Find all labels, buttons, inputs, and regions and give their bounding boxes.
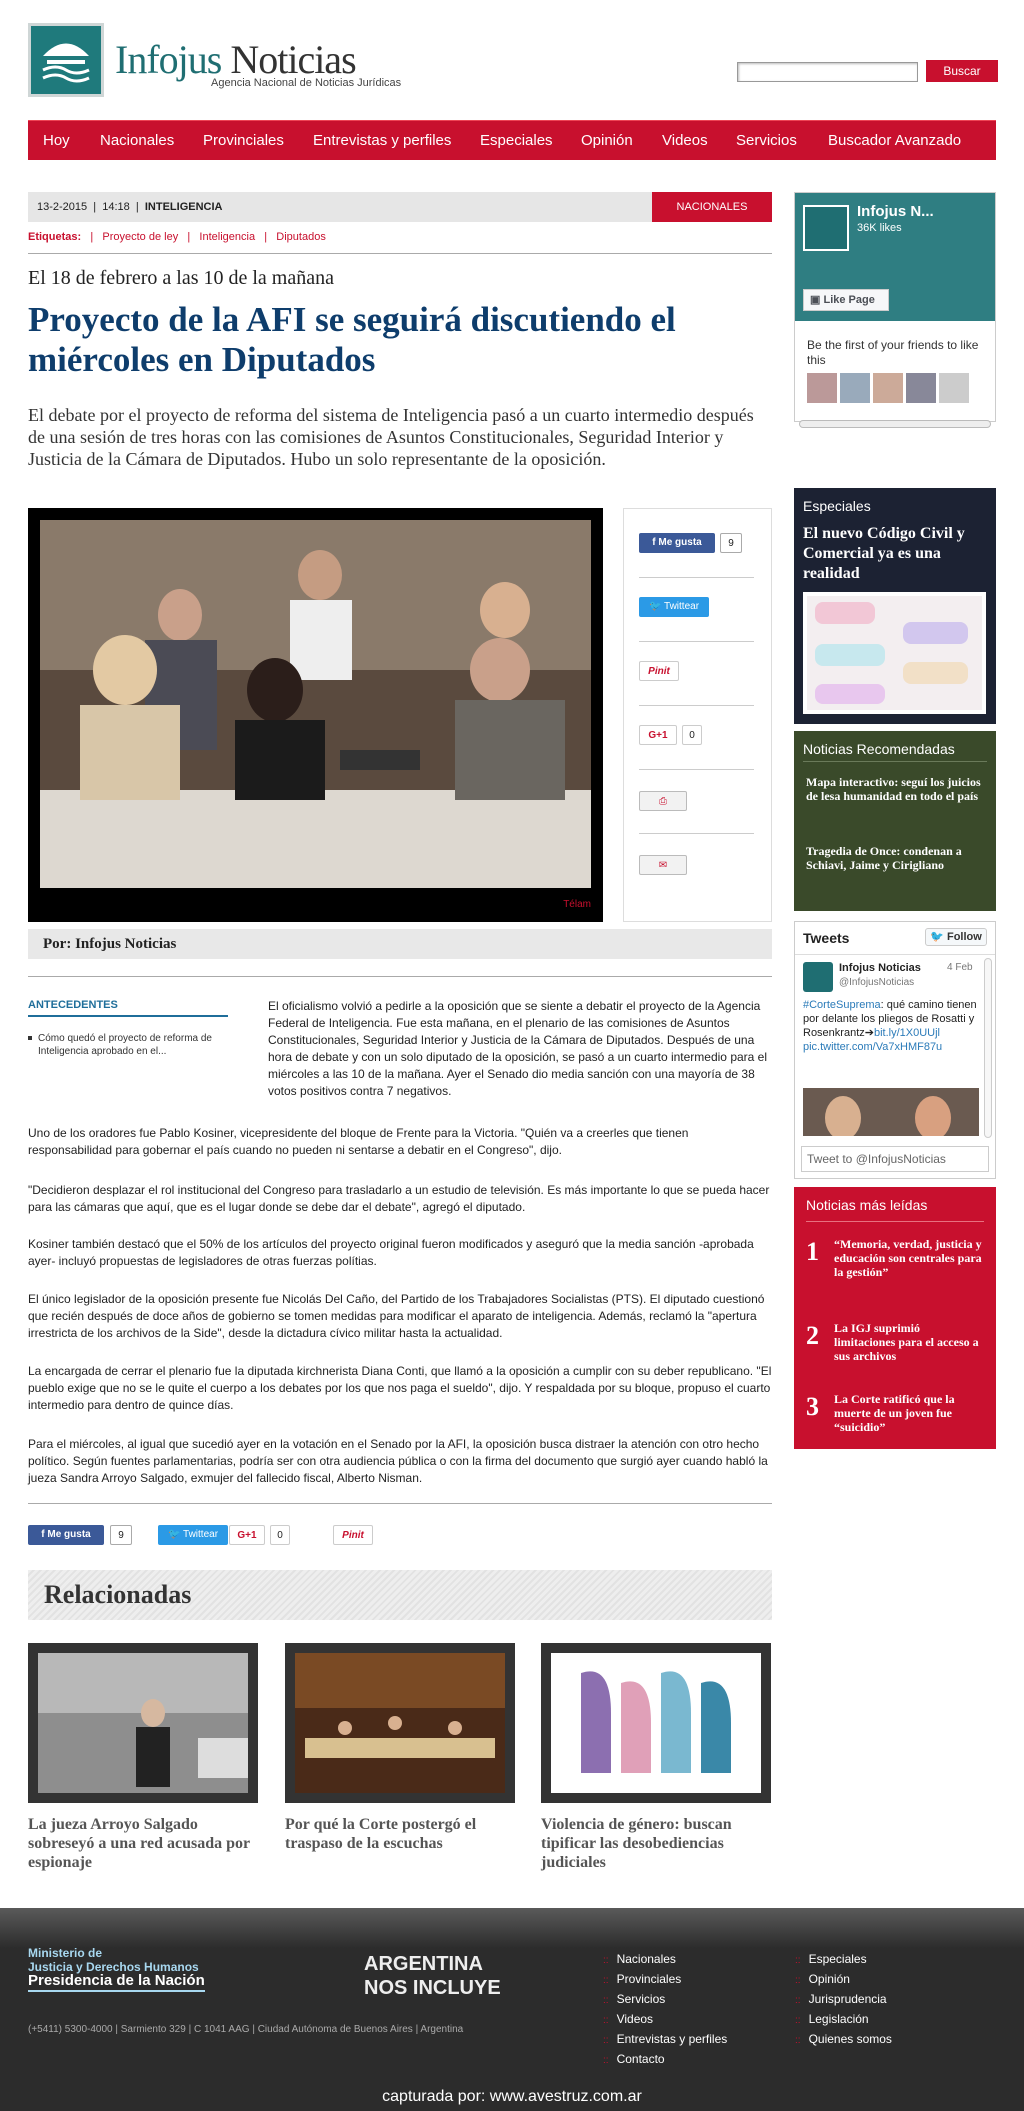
section-badge[interactable]: NACIONALES (652, 192, 772, 222)
tweet-text: #CorteSuprema: qué camino tienen por delante los pliegos de Rosatti y Rosenkrantz➔bit.ly/1X0UUjl pic.twitter.com/Va7xHMF87u (803, 998, 981, 1054)
tweets-title: Tweets (803, 930, 850, 946)
bullet-icon: :: (603, 2035, 609, 2046)
rank-number: 1 (806, 1237, 819, 1266)
article-paragraph: "Decidieron desplazar el rol institucional del Congreso para trasladarlo a un estudio de televisión. Es más importante lo que se pueda hacer para las cámaras que aquí, que es el lugar donde se debe dar el debate", agregó el diputado. (28, 1183, 770, 1214)
facebook-like-button[interactable]: f Me gusta (639, 533, 715, 553)
site-footer (0, 1908, 1024, 2111)
nav-item-opinion[interactable]: Opinión (581, 132, 633, 149)
tag-link[interactable]: Diputados (276, 231, 326, 243)
divider (639, 577, 754, 578)
especiales-headline[interactable]: El nuevo Código Civil y Comercial ya es una realidad (803, 525, 965, 582)
article-topic[interactable]: INTELIGENCIA (144, 201, 223, 213)
article-headline: Proyecto de la AFI se seguirá discutiendo el miércoles en Diputados (28, 300, 676, 379)
nav-item-provinciales[interactable]: Provinciales (203, 132, 284, 149)
bullet-icon: :: (603, 1955, 609, 1966)
footer-link[interactable]: :: Jurisprudencia (795, 1992, 887, 2006)
antecedentes-link[interactable]: Cómo quedó el proyecto de reforma de Inteligencia aprobado en el... (38, 1033, 212, 1057)
logo-tagline: Agencia Nacional de Noticias Jurídicas (211, 77, 402, 89)
bullet-icon: :: (603, 1995, 609, 2006)
especiales-box (794, 488, 996, 724)
related-image[interactable] (541, 1643, 771, 1803)
recomendadas-box (794, 731, 996, 911)
mas-leida-link[interactable]: La Corte ratificó que la muerte de un joven fue “suicidio” (834, 1392, 955, 1434)
mas-leida-link[interactable]: La IGJ suprimió limitaciones para el acceso a sus archivos (834, 1321, 979, 1363)
footer-link[interactable]: :: Opinión (795, 1972, 850, 1986)
gplus-count: 0 (270, 1525, 290, 1545)
recomendadas-title: Noticias Recomendadas (803, 741, 955, 757)
article-paragraph: Para el miércoles, al igual que sucedió ayer en la votación en el Senado por la AFI, la oposición busca distraer la atención con otro hecho político. Según fuentes parlamentarias, podría ser con otra audiencia pública o con la firma del documento que surgió ayer cuando habló la jueza Sandra Arroyo Salgado, exmujer del fallecido fiscal, Alberto Nisman. (28, 1437, 768, 1485)
footer-link[interactable]: :: Quienes somos (795, 2032, 892, 2046)
avatar[interactable] (840, 373, 870, 403)
logo-icon[interactable] (28, 23, 104, 97)
facebook-friends-avatars (807, 373, 969, 403)
tweet-hashtag[interactable]: #CorteSuprema (803, 999, 881, 1011)
facebook-like-button[interactable]: f Me gusta (28, 1525, 104, 1545)
avatar[interactable] (803, 962, 833, 992)
nav-item-servicios[interactable]: Servicios (736, 132, 797, 149)
related-heading: Relacionadas (28, 1570, 772, 1620)
tag-link[interactable]: Inteligencia (199, 231, 256, 243)
mas-leidas-title: Noticias más leídas (806, 1197, 928, 1213)
capture-credit: capturada por: www.avestruz.com.ar (382, 2088, 642, 2105)
vertical-scrollbar[interactable] (984, 958, 992, 1138)
nav-item-buscador[interactable]: Buscador Avanzado (828, 132, 962, 149)
byline: Por: Infojus Noticias (28, 929, 772, 959)
footer-link[interactable]: :: Contacto (603, 2052, 665, 2066)
facebook-likes-count: 36K likes (857, 222, 902, 234)
pinterest-button[interactable]: Pinit (333, 1525, 373, 1545)
bullet-icon: :: (795, 2035, 801, 2046)
tweet-button[interactable]: 🐦 Twittear (639, 597, 709, 617)
bullet-icon: :: (795, 1955, 801, 1966)
nav-item-entrevistas[interactable]: Entrevistas y perfiles (313, 132, 452, 149)
avatar[interactable] (807, 373, 837, 403)
tweet-button[interactable]: 🐦 Twittear (158, 1525, 228, 1545)
footer-link[interactable]: :: Nacionales (603, 1952, 676, 1966)
related-title[interactable]: La jueza Arroyo Salgado sobreseyó a una red acusada por espionaje (28, 1816, 250, 1871)
horizontal-scrollbar[interactable] (799, 420, 991, 428)
facebook-icon: f (652, 537, 656, 548)
facebook-like-page-button[interactable]: ▣ Like Page (803, 289, 889, 311)
divider (803, 761, 987, 762)
related-image[interactable] (28, 1643, 258, 1803)
divider (639, 641, 754, 642)
nav-item-hoy[interactable]: Hoy (43, 132, 70, 149)
divider (28, 253, 772, 254)
facebook-cover[interactable] (795, 193, 995, 321)
facebook-count: 9 (110, 1525, 132, 1545)
article-paragraph: Kosiner también destacó que el 50% de los artículos del proyecto original fueron modificados y aseguró que la media sanción -aprobada ayer- incluyó propuestas de legisladores de otras fuerzas polítias. (28, 1237, 754, 1268)
bullet-icon: :: (795, 2015, 801, 2026)
especiales-title: Especiales (803, 498, 871, 514)
article-meta: 13-2-2015 | 14:18 | INTELIGENCIA (28, 192, 772, 222)
article-kicker: El 18 de febrero a las 10 de la mañana (28, 267, 334, 289)
footer-link[interactable]: :: Entrevistas y perfiles (603, 2032, 728, 2046)
bullet-icon: :: (603, 2015, 609, 2026)
related-title[interactable]: Por qué la Corte postergó el traspaso de la escuchas (285, 1816, 477, 1852)
tweet-date[interactable]: 4 Feb (947, 962, 973, 973)
avatar[interactable] (906, 373, 936, 403)
mas-leidas-box (794, 1187, 996, 1449)
article-date: 13-2-2015 (37, 201, 88, 213)
rank-number: 3 (806, 1392, 819, 1421)
recomendada-link[interactable]: Tragedia de Once: condenan a Schiavi, Jaime y Cirigliano (806, 844, 962, 872)
gplus-button[interactable]: G+1 (229, 1525, 265, 1545)
tweet-author[interactable]: Infojus Noticias (839, 962, 921, 974)
divider (795, 954, 995, 955)
print-icon[interactable]: ⎙ (639, 791, 687, 811)
article-photo[interactable] (28, 508, 603, 922)
gplus-count: 0 (682, 725, 702, 745)
mas-leida-link[interactable]: “Memoria, verdad, justicia y educación son centrales para la gestión” (834, 1237, 982, 1279)
facebook-friends-text: Be the first of your friends to like this (807, 338, 979, 367)
footer-link[interactable]: :: Legislación (795, 2012, 869, 2026)
site-header (28, 20, 996, 100)
article-lede: El debate por el proyecto de reforma del sistema de Inteligencia pasó a un cuarto intermedio después de una sesión de tres horas con las comisiones de Asuntos Constitucionales, Seguridad Interior y Justicia de la Cámara de Diputados. Hubo un solo representante de la oposición. (28, 405, 754, 469)
tweet-link[interactable]: pic.twitter.com/Va7xHMF87u (803, 1041, 943, 1053)
twitter-widget (794, 921, 996, 1179)
divider (639, 833, 754, 834)
twitter-icon: 🐦 (648, 601, 662, 612)
divider (28, 1015, 228, 1017)
tags-row: Etiquetas: | Proyecto de ley | Inteligencia | Diputados (28, 231, 326, 243)
bullet-icon: :: (603, 1975, 609, 1986)
twitter-icon: 🐦 (930, 931, 944, 943)
footer-address: (+5411) 5300-4000 | Sarmiento 329 | C 1041 AAG | Ciudad Autónoma de Buenos Aires | Argentina (28, 2024, 464, 2035)
antecedentes-title: ANTECEDENTES (28, 999, 118, 1011)
nav-item-especiales[interactable]: Especiales (480, 132, 553, 149)
bullet-icon: :: (795, 1975, 801, 1986)
tag-link[interactable]: Proyecto de ley (102, 231, 179, 243)
avatar[interactable] (873, 373, 903, 403)
argentina-logo[interactable]: ARGENTINA NOS INCLUYE (364, 1953, 501, 1999)
article-paragraph: El oficialismo volvió a pedirle a la oposición que se siente a debatir el proyecto de la Agencia Federal de Inteligencia. Fue esta mañana, en el plenario de las comisiones de Asuntos Constitucionales, Seguridad Interior y Justicia de la Cámara de Diputados. Después de una hora de debate y con un solo diputado de la oposición, se pasó a un cuarto intermedio para el miércoles a las 10 de la mañana. Ayer el Senado dio media sanción con una mayoría de 38 votos positivos contra 7 negativos. (268, 999, 768, 1098)
tweet-to-input[interactable]: Tweet to @InfojusNoticias (801, 1146, 989, 1172)
tweet-handle[interactable]: @InfojusNoticias (839, 977, 915, 988)
nav-item-videos[interactable]: Videos (662, 132, 708, 149)
share-column (623, 508, 772, 922)
facebook-count: 9 (720, 533, 742, 553)
divider (806, 1221, 984, 1222)
bullet-icon: :: (603, 2055, 609, 2066)
logo-title[interactable]: Infojus Noticias (115, 37, 356, 82)
especiales-image[interactable] (803, 592, 986, 714)
facebook-page-widget (794, 192, 996, 422)
footer-link[interactable]: :: Servicios (603, 1992, 666, 2006)
search-button[interactable]: Buscar (926, 60, 998, 82)
footer-link[interactable]: :: Especiales (795, 1952, 867, 1966)
recomendada-link[interactable]: Mapa interactivo: seguí los juicios de lesa humanidad en todo el país (806, 775, 981, 803)
tweet-image[interactable] (803, 1088, 979, 1136)
main-nav (28, 120, 996, 160)
rank-number: 2 (806, 1321, 819, 1350)
bullet-icon: :: (795, 1995, 801, 2006)
divider (639, 769, 754, 770)
tweet-link[interactable]: bit.ly/1X0UUjl (873, 1027, 940, 1039)
tags-label: Etiquetas: (28, 231, 82, 243)
divider (28, 1503, 772, 1504)
photo-image (40, 520, 591, 888)
photo-credit: Télam (563, 899, 591, 910)
article-paragraph: La encargada de cerrar el plenario fue la diputada kirchnerista Diana Conti, que llamó a la oposición a cumplir con su deber republicano. "El pueblo exige que no se le quite el cuerpo a los debates por los que nos paga el sueldo", dijo. Y respaldada por su bloque, propuso el cuarto intermedio para dentro de quince días. (28, 1364, 772, 1412)
article-time: 14:18 (102, 201, 130, 213)
avatar[interactable] (939, 373, 969, 403)
gplus-button[interactable]: G+1 (639, 725, 677, 745)
related-image[interactable] (285, 1643, 515, 1803)
footer-link[interactable]: :: Videos (603, 2012, 654, 2026)
divider (28, 976, 772, 977)
footer-link[interactable]: :: Provinciales (603, 1972, 682, 1986)
bullet-icon (28, 1036, 32, 1040)
pinterest-button[interactable]: Pinit (639, 661, 679, 681)
email-icon[interactable]: ✉ (639, 855, 687, 875)
search-input[interactable] (737, 62, 918, 82)
related-title[interactable]: Violencia de género: buscan tipificar las desobediencias judiciales (541, 1816, 732, 1871)
divider (639, 705, 754, 706)
article-paragraph: El único legislador de la oposición presente fue Nicolás Del Caño, del Partido de los Trabajadores Socialistas (PTS). El diputado cuestionó que recién después de doce años de gobierno se tomen medidas para modificar el aparato de inteligencia. Además, reclamó la "apertura irrestricta de los archivos de la Side", desde la dictadura cívico militar hasta la actualidad. (28, 1292, 765, 1340)
page-logo-icon (803, 205, 849, 251)
article-paragraph: Uno de los oradores fue Pablo Kosiner, vicepresidente del bloque de Frente para la Victoria. "Quién va a creerles que tienen responsabilidad para gobernar el país cuando no pueden ni sentarse a debatir en el Congreso", dijo. (28, 1126, 689, 1157)
twitter-follow-button[interactable]: 🐦 Follow (925, 928, 987, 946)
ministry-logo[interactable]: Ministerio de Justicia y Derechos Humanos Presidencia de la Nación (28, 1946, 205, 1992)
nav-item-nacionales[interactable]: Nacionales (100, 132, 175, 149)
twitter-icon: 🐦 (167, 1529, 181, 1540)
facebook-page-name[interactable]: Infojus N... (857, 203, 934, 220)
facebook-icon: ▣ (810, 294, 821, 306)
facebook-icon: f (41, 1529, 45, 1540)
